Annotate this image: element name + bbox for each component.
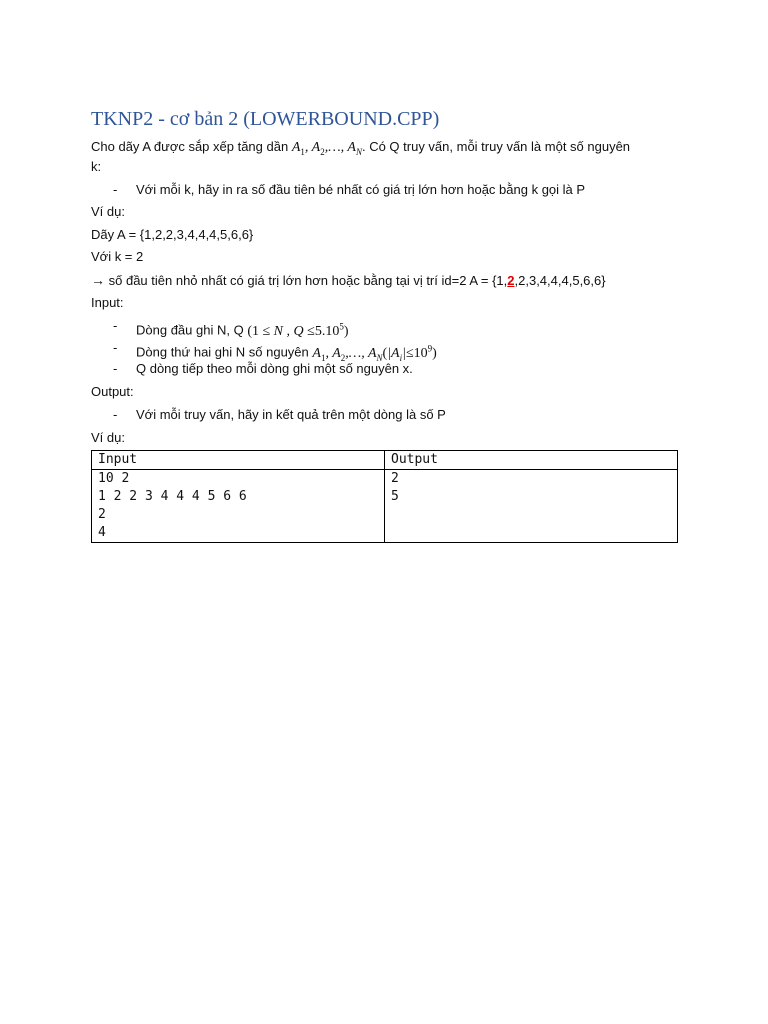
intro-continuation: k: [91, 159, 102, 174]
example-label-2: Ví dụ: [91, 430, 125, 445]
constraint-formula-1: (1 ≤ N , $Q \le 5.10^5$) [247, 321, 349, 339]
input-line: 1 2 2 3 4 4 4 5 6 6 [98, 489, 247, 504]
table-row [92, 470, 678, 543]
constraint-formula-2: $A_1$, $A_2,\dots$, $A_N(|A_i|\le 10^9)$ [312, 343, 437, 363]
input-item-1-text: Dòng đầu ghi N, Q [136, 322, 244, 338]
input-cell [92, 470, 385, 543]
example-label: Ví dụ: [91, 204, 125, 219]
input-line: 10 2 [98, 471, 130, 486]
arrow-icon: → [91, 272, 105, 288]
input-item-2-text: Dòng thứ hai ghi N số nguyên [136, 344, 309, 360]
result-line [91, 272, 606, 289]
input-line: 4 [98, 525, 106, 540]
intro-text: Cho dãy A được sắp xếp tăng dần [91, 139, 289, 154]
highlighted-value: 2 [507, 273, 515, 288]
sequence-formula: $A_1$, $A_2,\dots$, $A_N$ [291, 140, 362, 157]
result-text: số đầu tiên nhỏ nhất có giá trị lớn hơn hoặc bằng tại vị trí id=2 A = {1, [108, 273, 508, 288]
io-example-table [91, 450, 678, 543]
input-item-3-text: Q dòng tiếp theo mỗi dòng ghi một số nguyên x. [136, 361, 413, 376]
output-line: 2 [391, 471, 399, 486]
sequence-line: Dãy A = {1,2,2,3,4,4,4,5,6,6} [91, 227, 254, 242]
table-header-row [92, 451, 678, 470]
output-line: 5 [391, 489, 399, 504]
rule-text: Với mỗi k, hãy in ra số đầu tiên bé nhất có giá trị lớn hơn hoặc bằng k gọi là P [136, 182, 586, 197]
intro-line [91, 139, 630, 160]
page-title: TKNP2 - cơ bản 2 (LOWERBOUND.CPP) [91, 108, 440, 130]
output-label: Output: [91, 384, 134, 399]
result-text-end: ,2,3,4,4,4,5,6,6} [514, 273, 606, 288]
input-label: Input: [91, 295, 124, 310]
intro-text-end: . Có Q truy vấn, mỗi truy vấn là một số nguyên [361, 139, 631, 154]
table-header-output: Output [385, 451, 678, 470]
output-cell [385, 470, 678, 543]
input-line: 2 [98, 507, 106, 522]
k-line: Với k = 2 [91, 249, 144, 264]
output-item-text: Với mỗi truy vấn, hãy in kết quả trên một dòng là số P [136, 407, 446, 422]
table-header-input: Input [92, 451, 385, 470]
